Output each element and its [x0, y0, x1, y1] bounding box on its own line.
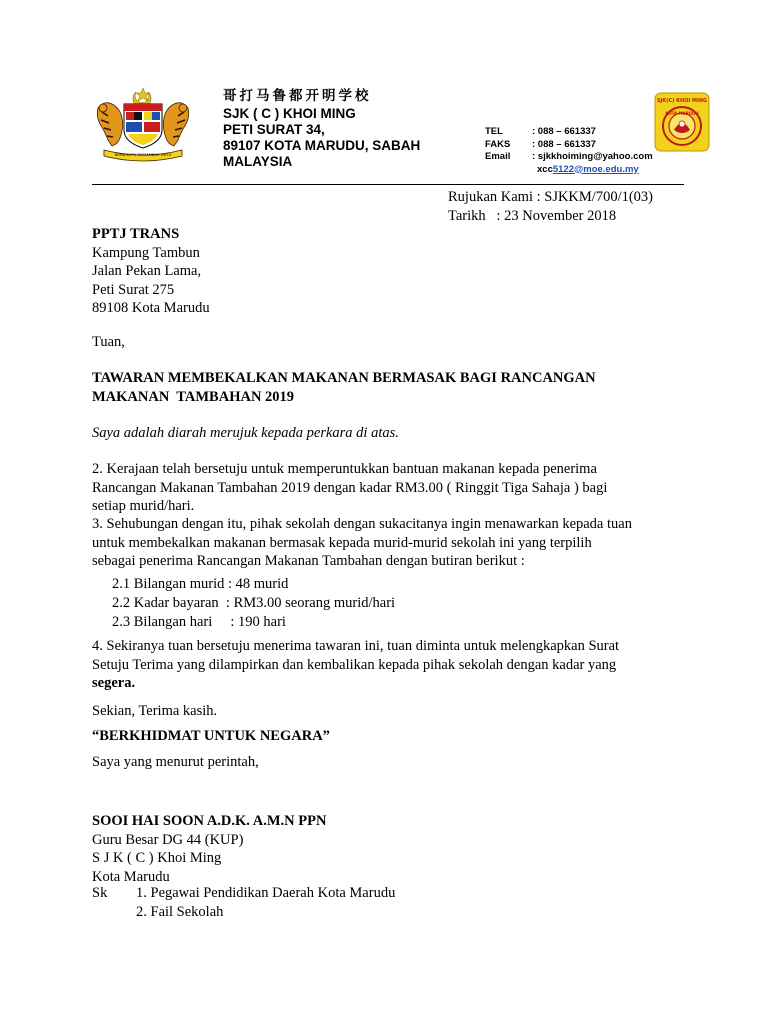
details-list: [112, 575, 395, 632]
tel-value: : 088 – 661337: [532, 126, 596, 137]
subject-line: TAWARAN MEMBEKALKAN MAKANAN BERMASAK BAGI RANCANGAN: [92, 370, 596, 386]
school-chinese-name: 哥打马鲁都开明学校: [223, 88, 372, 104]
signatory-line: Guru Besar DG 44 (KUP): [92, 831, 244, 848]
recipient-line: Jalan Pekan Lama,: [92, 263, 202, 279]
contact-block: [485, 126, 653, 176]
closing: Sekian, Terima kasih.: [92, 703, 218, 719]
paragraph-2: [92, 460, 682, 516]
school-header: [223, 88, 483, 170]
paragraph-4: [92, 637, 682, 693]
details-item: 2.1 Bilangan murid : 48 murid: [112, 576, 289, 592]
paragraph-line: 3. Sehubungan dengan itu, pihak sekolah dengan sukacitanya ingin menawarkan kepada tuan: [92, 516, 632, 532]
school-address-line-2: 89107 KOTA MARUDU, SABAH: [223, 138, 421, 153]
email2-prefix: xcc: [537, 163, 553, 175]
details-item: 2.2 Kadar bayaran : RM3.00 seorang murid/hari: [112, 595, 396, 611]
recipient-line: Kampung Tambun: [92, 244, 200, 261]
details-item: 2.3 Bilangan hari : 190 hari: [112, 614, 286, 630]
intro-paragraph: Saya adalah diarah merujuk kepada perkara di atas.: [92, 425, 399, 441]
sign-off: Saya yang menurut perintah,: [92, 754, 259, 770]
coat-of-arms-logo: [90, 86, 196, 164]
paragraph-line: 4. Sekiranya tuan bersetuju menerima tawaran ini, tuan diminta untuk melengkapkan Surat: [92, 638, 620, 654]
crest-motto-text: BERSEKUTU BERTAMBAH MUTU: [114, 153, 172, 157]
recipient-name: PPTJ TRANS: [92, 226, 180, 242]
cc-item: 1. Pegawai Pendidikan Daerah Kota Marudu: [136, 885, 396, 901]
school-address-line-1: PETI SURAT 34,: [223, 122, 325, 137]
cc-item: 2. Fail Sekolah: [136, 904, 224, 920]
tel-label: TEL: [485, 126, 503, 137]
email-value: : sjkkhoiming@yahoo.com: [532, 151, 653, 162]
subject: [92, 369, 682, 406]
paragraph-line: Setuju Terima yang dilampirkan dan kembalikan kepada pihak sekolah dengan kadar yang: [92, 656, 617, 673]
school-name: SJK ( C ) KHOI MING: [223, 106, 356, 121]
subject-line: MAKANAN TAMBAHAN 2019: [92, 388, 295, 405]
reference-block: [448, 188, 653, 226]
signatory-line: Kota Marudu: [92, 868, 170, 885]
paragraph-line: Rancangan Makanan Tambahan 2019 dengan kadar RM3.00 ( Ringgit Tiga Sahaja ) bagi: [92, 479, 608, 496]
salutation: Tuan,: [92, 334, 125, 350]
paragraph-bold-word: segera.: [92, 675, 136, 691]
header-divider: [92, 184, 684, 185]
paragraph-3: [92, 515, 682, 571]
cc-block: [92, 884, 395, 922]
fax-value: : 088 – 661337: [532, 138, 596, 150]
signatory-name: SOOI HAI SOON A.D.K. A.M.N PPN: [92, 813, 327, 829]
motto: “BERKHIDMAT UNTUK NEGARA”: [92, 728, 330, 744]
school-logo: [654, 92, 710, 152]
signatory-line: S J K ( C ) Khoi Ming: [92, 850, 222, 866]
recipient-line: Peti Surat 275: [92, 281, 175, 298]
school-address-line-3: MALAYSIA: [223, 154, 293, 169]
letter-date: Tarikh : 23 November 2018: [448, 208, 617, 224]
paragraph-line: untuk membekalkan makanan bermasak kepada murid-murid sekolah ini yang terpilih: [92, 534, 592, 551]
recipient-line: 89108 Kota Marudu: [92, 300, 210, 316]
email-label: Email: [485, 151, 511, 162]
paragraph-line: sebagai penerima Rancangan Makanan Tambahan dengan butiran berikut :: [92, 553, 525, 569]
reference-number: Rujukan Kami : SJKKM/700/1(03): [448, 189, 654, 205]
paragraph-line: setiap murid/hari.: [92, 498, 195, 514]
school-logo-ring-text: KOTA MARUDU: [665, 111, 699, 116]
fax-label: FAKS: [485, 138, 511, 150]
signatory-block: [92, 812, 682, 886]
paragraph-line: 2. Kerajaan telah bersetuju untuk memperuntukkan bantuan makanan kepada penerima: [92, 461, 597, 477]
cc-label: Sk: [92, 885, 108, 901]
school-logo-top-text: SJK(C) KHOI MING: [656, 98, 708, 104]
recipient-block: [92, 225, 682, 318]
email2-link[interactable]: 5122@moe.edu.my: [552, 163, 639, 175]
